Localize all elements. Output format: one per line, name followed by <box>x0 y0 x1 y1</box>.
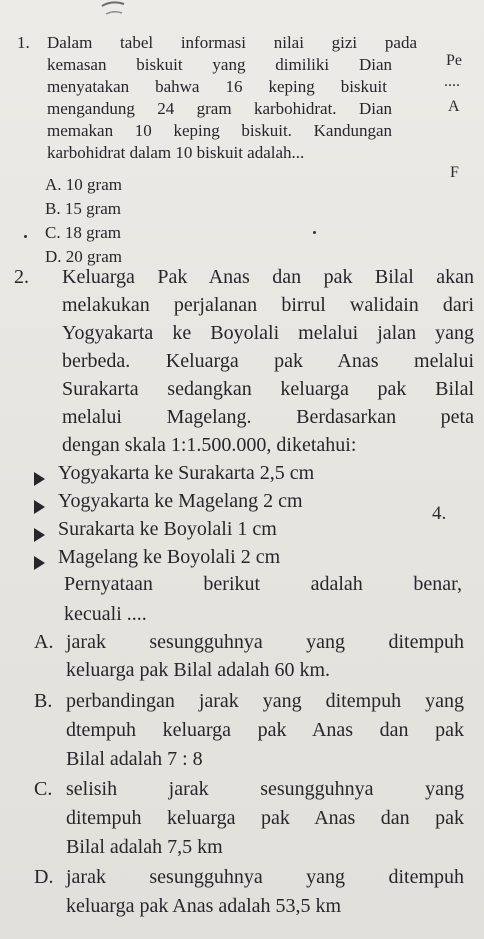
question-2-option-a-line: jarak sesungguhnya yang ditempuh <box>66 631 464 653</box>
arrow-bullet-icon <box>34 556 45 570</box>
question-2-line: berbeda. Keluarga pak Anas melalui <box>62 350 474 372</box>
question-2-line: melalui Magelang. Berdasarkan peta <box>62 406 474 428</box>
question-2-option-c-letter: C. <box>34 778 53 800</box>
question-2-option-c-line: ditempuh keluarga pak Anas dan pak <box>66 807 464 829</box>
bullet-item: Yogyakarta ke Surakarta 2,5 cm <box>58 462 315 484</box>
question-1-option-c: C. 18 gram <box>45 223 122 242</box>
question-2-option-c-line: selisih jarak sesungguhnya yang <box>66 778 464 800</box>
question-2-option-d-line: jarak sesungguhnya yang ditempuh <box>66 866 464 888</box>
bullet-item: Surakarta ke Boyolali 1 cm <box>58 518 277 540</box>
question-2-line: Keluarga Pak Anas dan pak Bilal akan <box>62 266 474 288</box>
question-2-option-b-line: dtempuh keluarga pak Anas dan pak <box>66 719 464 741</box>
question-2-option-b-line: Bilal adalah 7 : 8 <box>66 748 203 770</box>
arrow-bullet-icon <box>34 500 45 514</box>
question-1-option-b: B. 15 gram <box>45 199 122 218</box>
arrow-bullet-icon <box>34 528 45 542</box>
bullet-item: Magelang ke Boyolali 2 cm <box>58 546 281 568</box>
question-1-line: Dalam tabel informasi nilai gizi pada <box>47 33 417 52</box>
question-2-line: melakukan perjalanan birrul walidain dari <box>62 294 474 316</box>
question-2-line: Surakarta sedangkan keluarga pak Bilal <box>62 378 474 400</box>
question-2-line: Yogyakarta ke Boyolali melalui jalan yang <box>62 322 474 344</box>
question-2-option-c-line: Bilal adalah 7,5 km <box>66 836 223 858</box>
question-1-number: 1. <box>17 33 30 52</box>
side-fragment-ellipsis: .... <box>444 73 460 90</box>
question-2-option-d-line: keluarga pak Anas adalah 53,5 km <box>66 895 342 917</box>
torn-edge-mark <box>96 0 132 22</box>
question-2-option-a-letter: A. <box>34 631 54 653</box>
question-2-option-b-line: perbandingan jarak yang ditempuh yang <box>66 690 464 712</box>
ink-dot <box>24 235 27 238</box>
question-1-line: karbohidrat dalam 10 biskuit adalah... <box>47 143 305 162</box>
question-1-line: kemasan biskuit yang dimiliki Dian <box>47 55 392 74</box>
question-1-option-d: D. 20 gram <box>45 247 122 266</box>
question-2-number: 2. <box>14 266 29 288</box>
arrow-bullet-icon <box>34 472 45 486</box>
question-1-line: mengandung 24 gram karbohidrat. Dian <box>47 99 392 118</box>
question-2-line: dengan skala 1:1.500.000, diketahui: <box>62 434 357 456</box>
question-1-option-a: A. 10 gram <box>45 175 122 194</box>
question-2-option-d-letter: D. <box>34 866 54 888</box>
ink-dot <box>313 231 316 234</box>
statement-line: Pernyataan berikut adalah benar, <box>64 573 462 595</box>
question-1-line: memakan 10 keping biskuit. Kandungan <box>47 121 392 140</box>
side-fragment-f: F <box>450 164 459 181</box>
side-fragment-a: A <box>448 98 460 115</box>
question-1-line: menyatakan bahwa 16 keping biskuit <box>47 77 387 96</box>
statement-line: kecuali .... <box>64 603 147 625</box>
question-2-option-b-letter: B. <box>34 690 53 712</box>
bullet-item: Yogyakarta ke Magelang 2 cm <box>58 490 303 512</box>
side-fragment-number: 4. <box>432 503 447 524</box>
side-fragment-pe: Pe <box>446 52 462 69</box>
question-2-option-a-line: keluarga pak Bilal adalah 60 km. <box>66 659 330 681</box>
